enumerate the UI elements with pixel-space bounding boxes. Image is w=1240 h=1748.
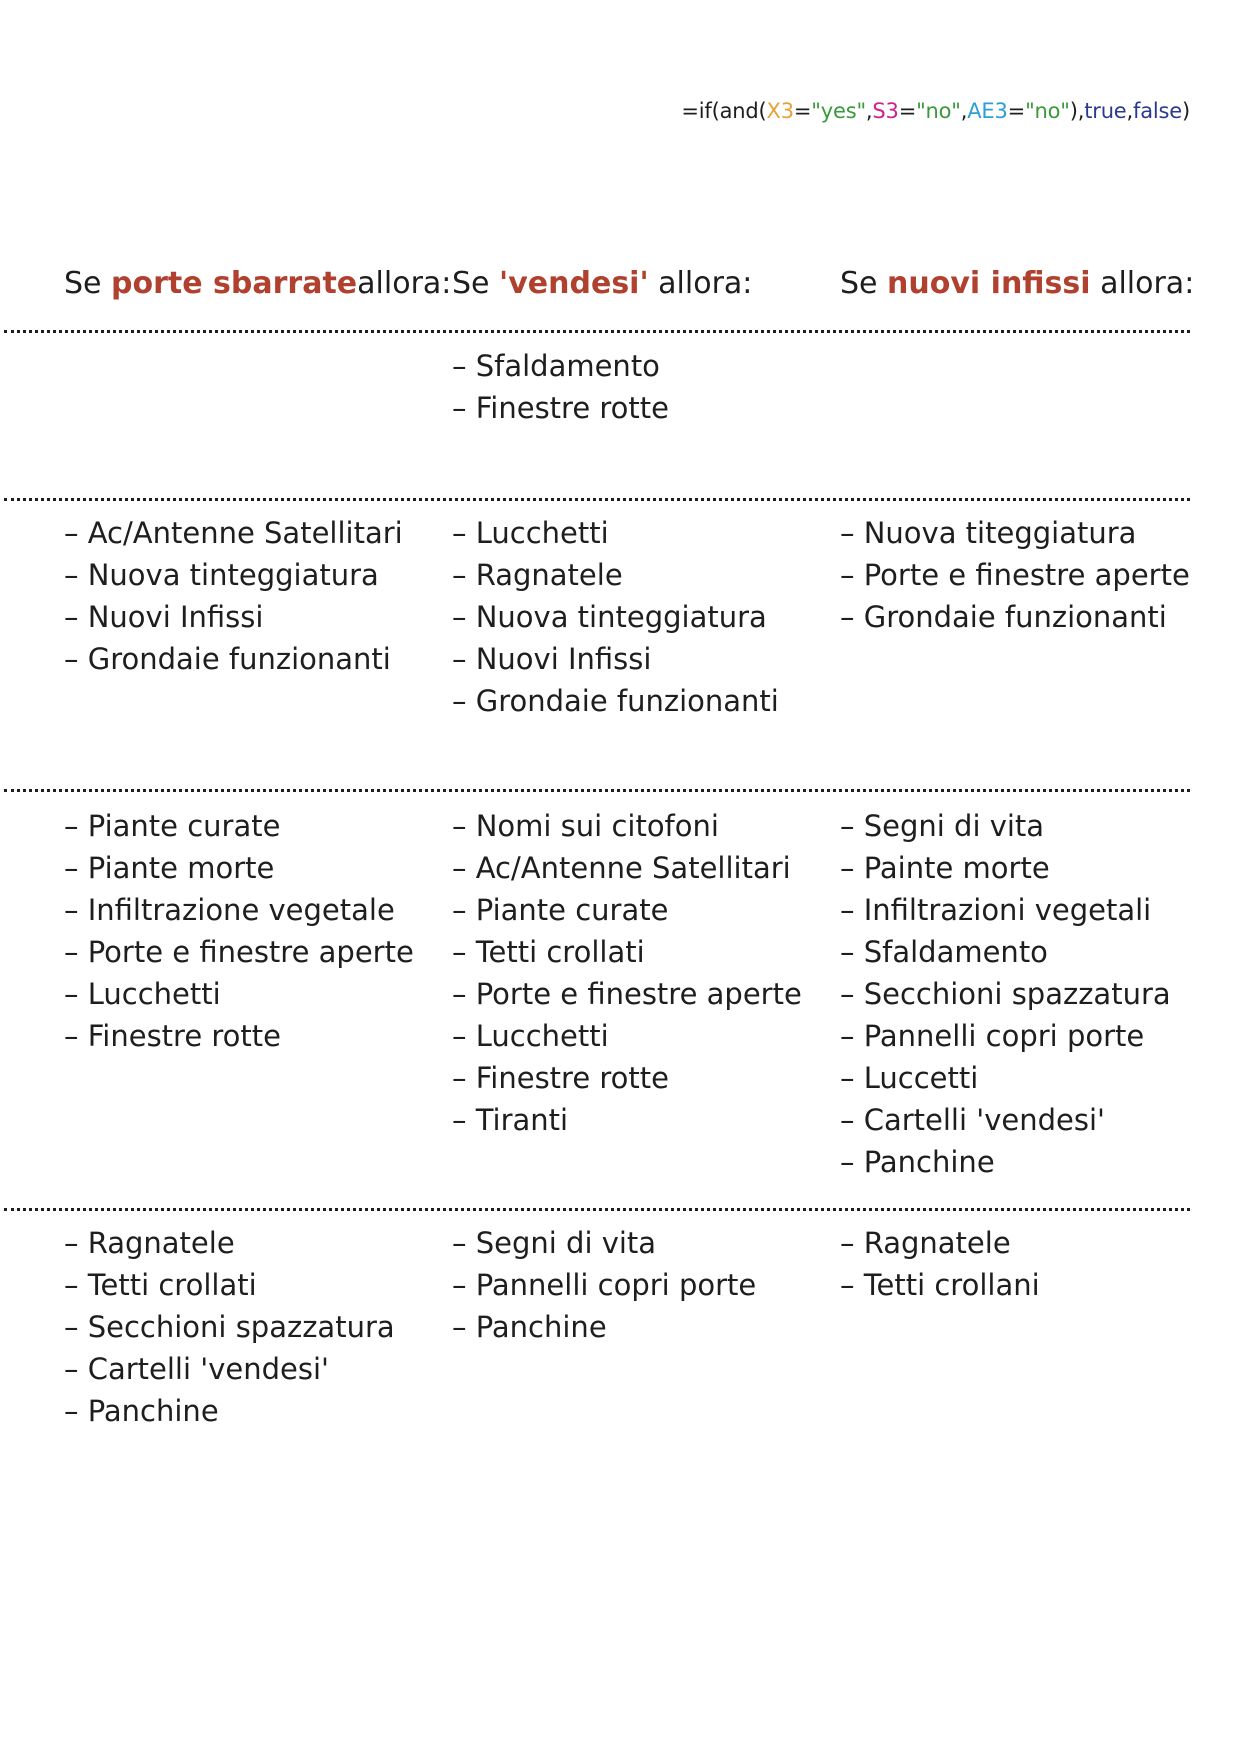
list-row3-col1 xyxy=(64,805,414,1057)
header-highlight: nuovi infissi xyxy=(887,266,1091,301)
formula-part: true xyxy=(1084,99,1127,123)
formula-part: X3 xyxy=(766,99,794,123)
list-row3-col3 xyxy=(840,805,1171,1183)
header-prefix: Se xyxy=(452,266,500,301)
formula-part: ) xyxy=(1182,99,1190,123)
list-item: – Segni di vita xyxy=(452,1222,756,1264)
formula-part: , xyxy=(1126,99,1134,123)
formula-part: S3 xyxy=(872,99,899,123)
list-item: – Piante curate xyxy=(452,889,802,931)
list-item: – Panchine xyxy=(452,1306,756,1348)
list-item: – Infiltrazioni vegetali xyxy=(840,889,1171,931)
formula-text xyxy=(681,99,1190,123)
formula-part: , xyxy=(960,99,968,123)
list-item: – Ragnatele xyxy=(64,1222,395,1264)
list-item: – Cartelli 'vendesi' xyxy=(840,1099,1171,1141)
list-item: – Piante curate xyxy=(64,805,414,847)
list-row4-col2 xyxy=(452,1222,756,1348)
list-item: – Nuova titeggiatura xyxy=(840,512,1190,554)
list-item: – Luccetti xyxy=(840,1057,1171,1099)
list-item: – Tetti crollati xyxy=(452,931,802,973)
header-prefix: Se xyxy=(840,266,888,301)
list-item: – Sfaldamento xyxy=(452,345,669,387)
divider xyxy=(4,330,1190,333)
list-row2-col3 xyxy=(840,512,1190,638)
list-item: – Nuovi Infissi xyxy=(452,638,779,680)
list-row3-col2 xyxy=(452,805,802,1141)
divider xyxy=(4,789,1190,792)
list-item: – Finestre rotte xyxy=(452,387,669,429)
list-item: – Finestre rotte xyxy=(64,1015,414,1057)
header-suffix: allora: xyxy=(357,266,452,301)
list-item: – Pannelli copri porte xyxy=(452,1264,756,1306)
list-item: – Tetti crollani xyxy=(840,1264,1040,1306)
list-item: – Secchioni spazzatura xyxy=(840,973,1171,1015)
divider xyxy=(4,498,1190,501)
formula-part: false xyxy=(1133,99,1182,123)
list-item: – Nuova tinteggiatura xyxy=(452,596,779,638)
list-item: – Painte morte xyxy=(840,847,1171,889)
formula-part: "yes" xyxy=(811,99,866,123)
list-item: – Lucchetti xyxy=(64,973,414,1015)
header-highlight: porte sbarrate xyxy=(111,266,358,301)
list-item: – Nuova tinteggiatura xyxy=(64,554,403,596)
list-item: – Ragnatele xyxy=(452,554,779,596)
list-item: – Lucchetti xyxy=(452,512,779,554)
divider xyxy=(4,1208,1190,1211)
header-vendesi xyxy=(452,266,752,301)
list-item: – Ragnatele xyxy=(840,1222,1040,1264)
list-item: – Cartelli 'vendesi' xyxy=(64,1348,395,1390)
formula-part: AE3 xyxy=(967,99,1008,123)
list-item: – Piante morte xyxy=(64,847,414,889)
formula-part: ), xyxy=(1069,99,1085,123)
list-item: – Sfaldamento xyxy=(840,931,1171,973)
formula-part: = xyxy=(898,99,917,123)
header-prefix: Se xyxy=(64,266,112,301)
list-item: – Finestre rotte xyxy=(452,1057,802,1099)
list-item: – Grondaie funzionanti xyxy=(64,638,403,680)
list-item: – Nomi sui citofoni xyxy=(452,805,802,847)
formula-part: = xyxy=(1007,99,1026,123)
list-item: – Pannelli copri porte xyxy=(840,1015,1171,1057)
header-suffix: allora: xyxy=(648,266,753,301)
list-item: – Infiltrazione vegetale xyxy=(64,889,414,931)
list-item: – Ac/Antenne Satellitari xyxy=(452,847,802,889)
list-item: – Ac/Antenne Satellitari xyxy=(64,512,403,554)
header-porte-sbarrate xyxy=(64,266,451,301)
formula-part: = xyxy=(793,99,812,123)
list-item: – Porte e finestre aperte xyxy=(452,973,802,1015)
header-highlight: 'vendesi' xyxy=(499,266,649,301)
formula-part: "no" xyxy=(1025,99,1070,123)
list-item: – Lucchetti xyxy=(452,1015,802,1057)
formula-part: =if(and( xyxy=(681,99,767,123)
formula-part: , xyxy=(865,99,873,123)
list-item: – Grondaie funzionanti xyxy=(840,596,1190,638)
header-suffix: allora: xyxy=(1090,266,1195,301)
list-item: – Grondaie funzionanti xyxy=(452,680,779,722)
list-item: – Segni di vita xyxy=(840,805,1171,847)
list-item: – Panchine xyxy=(64,1390,395,1432)
list-item: – Tiranti xyxy=(452,1099,802,1141)
list-row4-col3 xyxy=(840,1222,1040,1306)
list-item: – Porte e finestre aperte xyxy=(840,554,1190,596)
list-row2-col1 xyxy=(64,512,403,680)
formula-part: "no" xyxy=(916,99,961,123)
list-row4-col1 xyxy=(64,1222,395,1432)
list-row2-col2 xyxy=(452,512,779,722)
list-item: – Panchine xyxy=(840,1141,1171,1183)
list-row1-col2 xyxy=(452,345,669,429)
list-item: – Tetti crollati xyxy=(64,1264,395,1306)
list-item: – Porte e finestre aperte xyxy=(64,931,414,973)
list-item: – Nuovi Infissi xyxy=(64,596,403,638)
list-item: – Secchioni spazzatura xyxy=(64,1306,395,1348)
header-nuovi-infissi xyxy=(840,266,1194,301)
